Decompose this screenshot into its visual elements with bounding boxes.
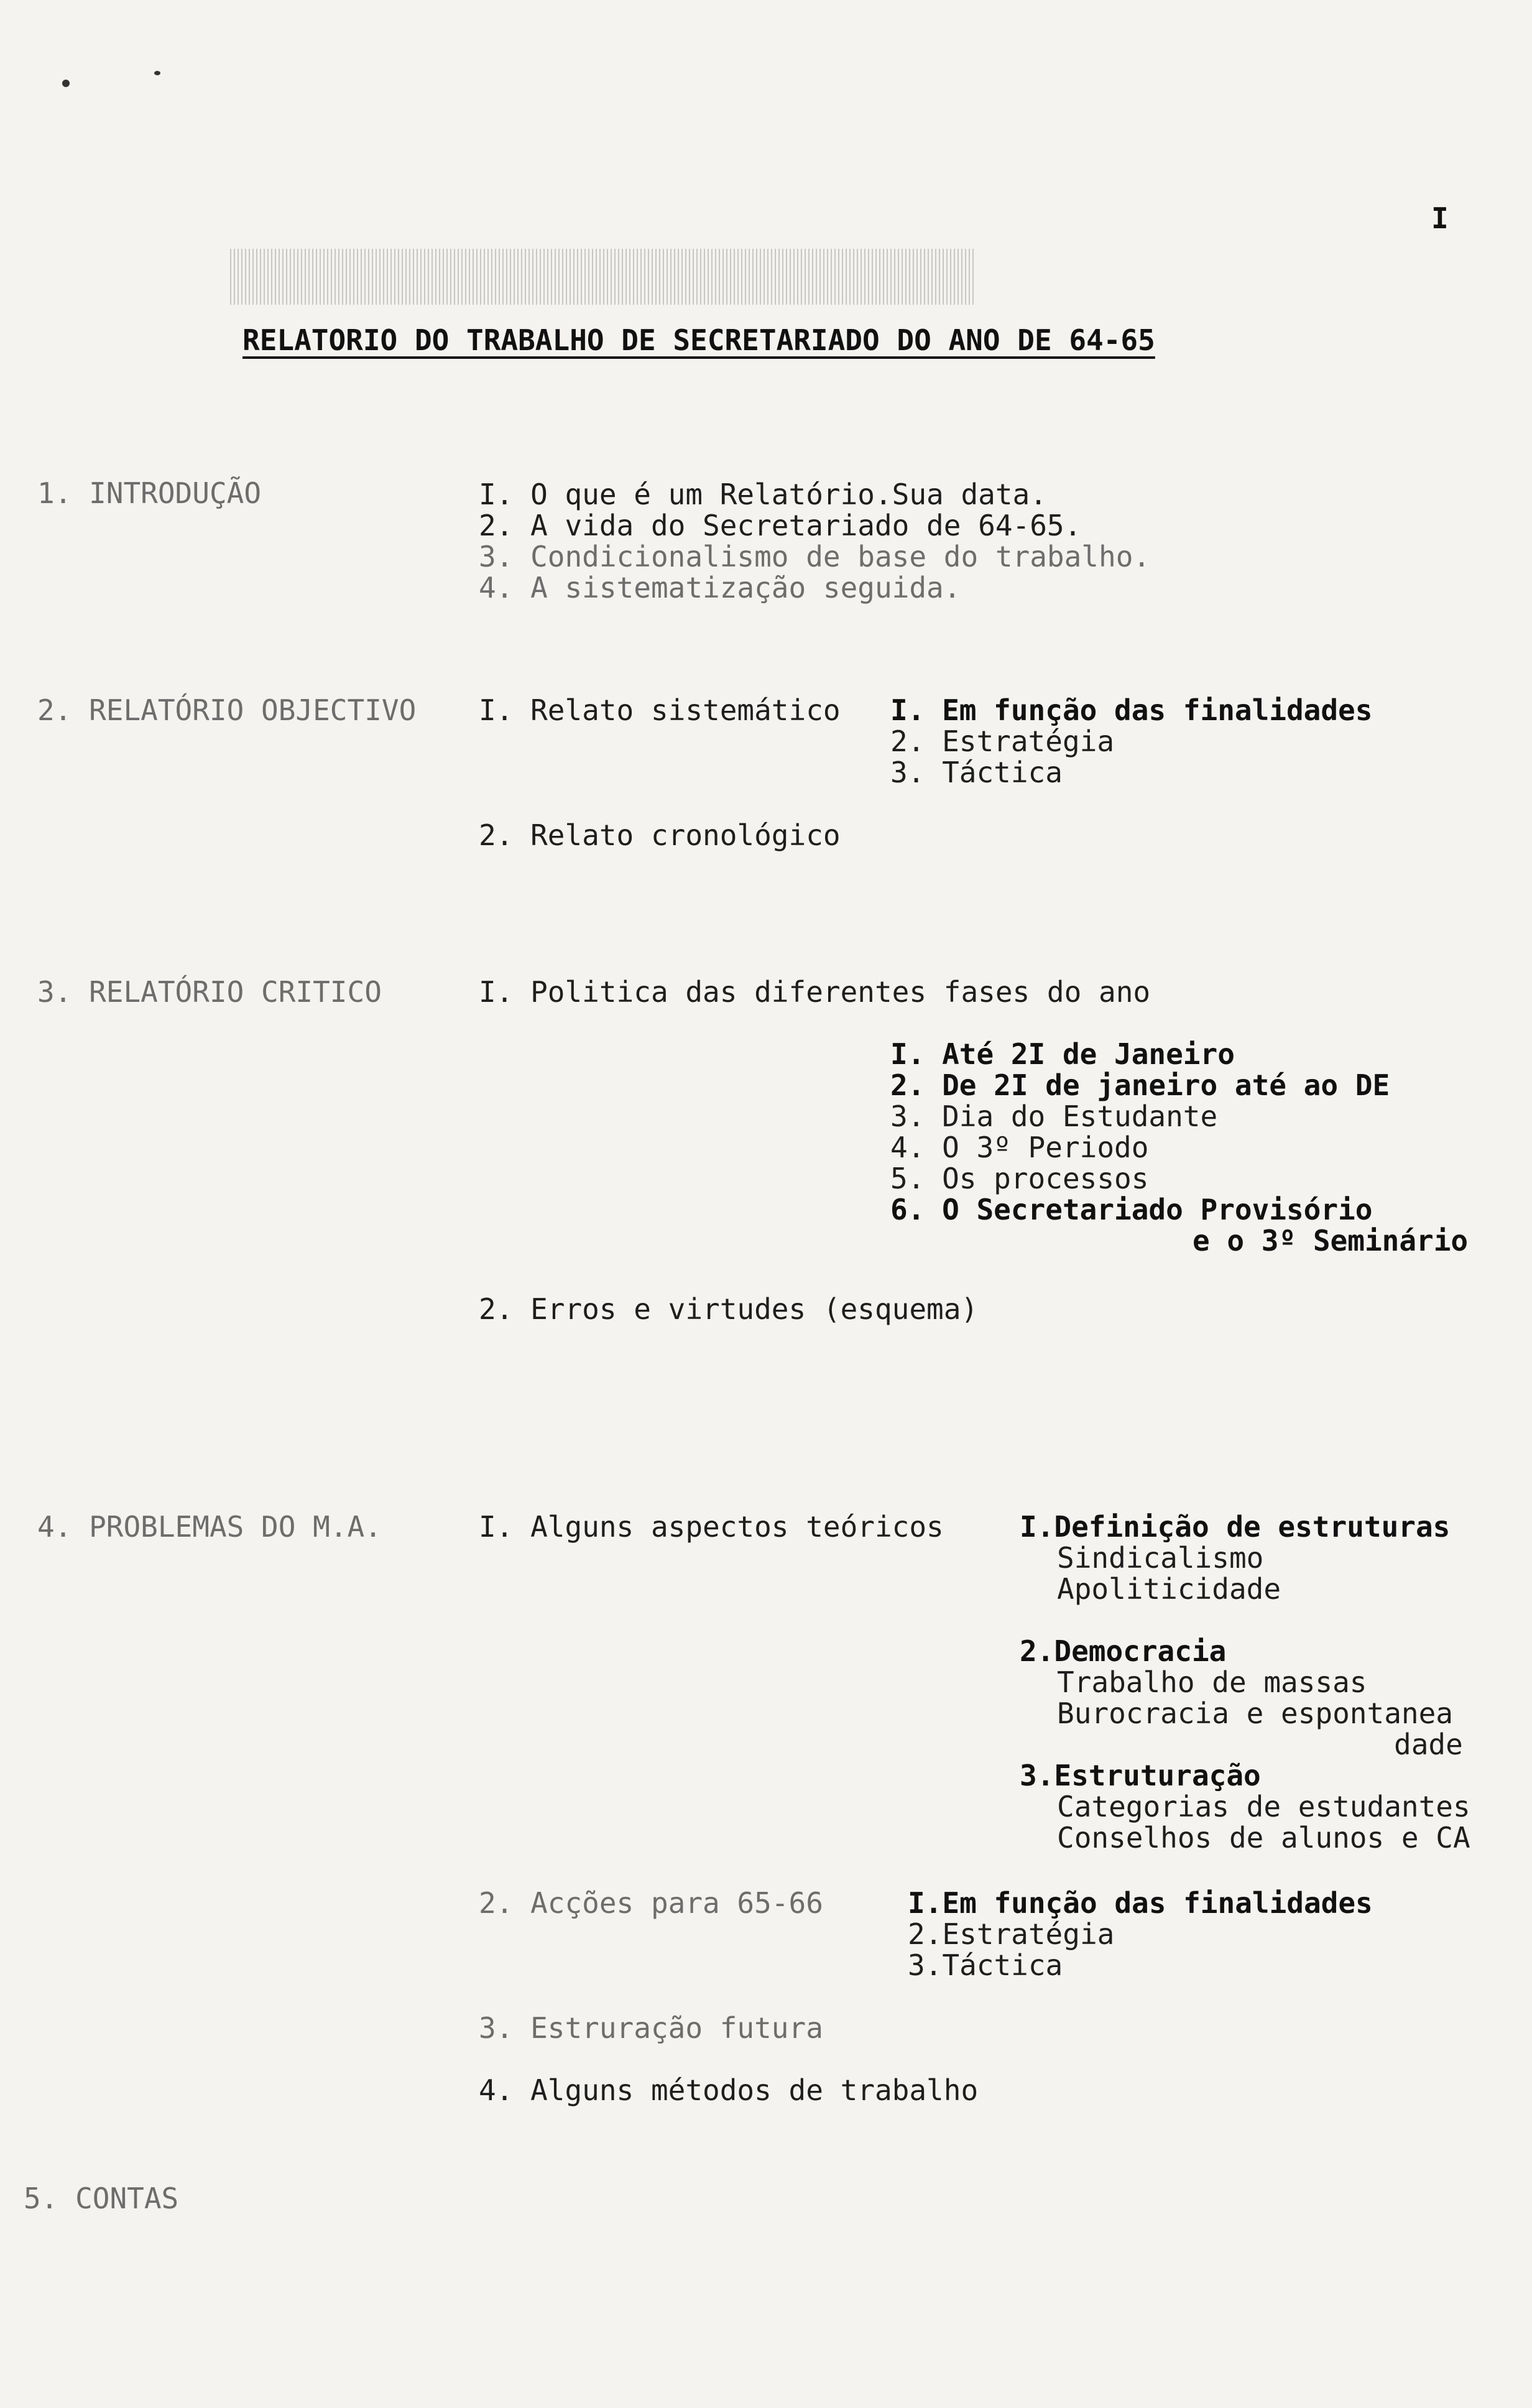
list-item: 3. Estruração futura: [479, 2011, 823, 2045]
document-title: RELATORIO DO TRABALHO DE SECRETARIADO DO ANO DE 64-65: [242, 323, 1155, 357]
section-label-introducao: 1. INTRODUÇÃO: [37, 476, 262, 510]
sub-item: 5. Os processos: [890, 1162, 1149, 1195]
list-item: 3. Condicionalismo de base do trabalho.: [479, 540, 1151, 573]
sub-item: 6. O Secretariado Provisório: [890, 1193, 1373, 1226]
sub-item: I.Em função das finalidades: [908, 1886, 1373, 1920]
sub-item: 2. Estratégia: [890, 725, 1115, 758]
sub-item: Sindicalismo: [1057, 1541, 1264, 1575]
sub-item: I. Em função das finalidades: [890, 693, 1373, 727]
list-item: 2. A vida do Secretariado de 64-65.: [479, 509, 1082, 542]
section-label-contas: 5. CONTAS: [24, 2182, 179, 2215]
list-item: 2. Acções para 65-66: [479, 1886, 823, 1920]
sub-item: 3. Táctica: [890, 756, 1063, 789]
sub-item: 4. O 3º Periodo: [890, 1131, 1149, 1164]
list-item: I. Politica das diferentes fases do ano: [479, 975, 1151, 1009]
sub-item: 2.Democracia: [1020, 1634, 1227, 1668]
section-label-relatorio-objectivo: 2. RELATÓRIO OBJECTIVO: [37, 693, 417, 727]
ink-speck: [154, 71, 160, 75]
sub-item: 3.Táctica: [908, 1948, 1063, 1982]
ink-speck: [62, 80, 70, 87]
page-number: I: [1431, 201, 1449, 235]
sub-item: I.Definição de estruturas: [1020, 1510, 1451, 1544]
section-label-problemas: 4. PROBLEMAS DO M.A.: [37, 1510, 382, 1544]
sub-item: Conselhos de alunos e CA: [1057, 1821, 1470, 1855]
sub-item: Categorias de estudantes: [1057, 1790, 1470, 1823]
section-label-relatorio-critico: 3. RELATÓRIO CRITICO: [37, 975, 382, 1009]
list-item: I. Relato sistemático: [479, 693, 841, 727]
sub-item: 3. Dia do Estudante: [890, 1100, 1218, 1133]
sub-item: Burocracia e espontanea: [1057, 1697, 1453, 1730]
sub-item: e o 3º Seminário: [1193, 1224, 1469, 1257]
sub-item: 2. De 2I de janeiro até ao DE: [890, 1068, 1390, 1102]
sub-item: 3.Estruturação: [1020, 1759, 1261, 1792]
scan-artifact: [230, 249, 976, 305]
sub-item: I. Até 2I de Janeiro: [890, 1037, 1235, 1071]
list-item: 2. Erros e virtudes (esquema): [479, 1292, 979, 1326]
sub-item: Apoliticidade: [1057, 1572, 1281, 1606]
list-item: I. Alguns aspectos teóricos: [479, 1510, 944, 1544]
sub-item: dade: [1394, 1728, 1463, 1761]
sub-item: Trabalho de massas: [1057, 1665, 1367, 1699]
sub-item: 2.Estratégia: [908, 1917, 1115, 1951]
list-item: 4. A sistematização seguida.: [479, 571, 961, 604]
list-item: 2. Relato cronológico: [479, 818, 841, 852]
list-item: 4. Alguns métodos de trabalho: [479, 2073, 979, 2107]
list-item: I. O que é um Relatório.Sua data.: [479, 478, 1047, 511]
